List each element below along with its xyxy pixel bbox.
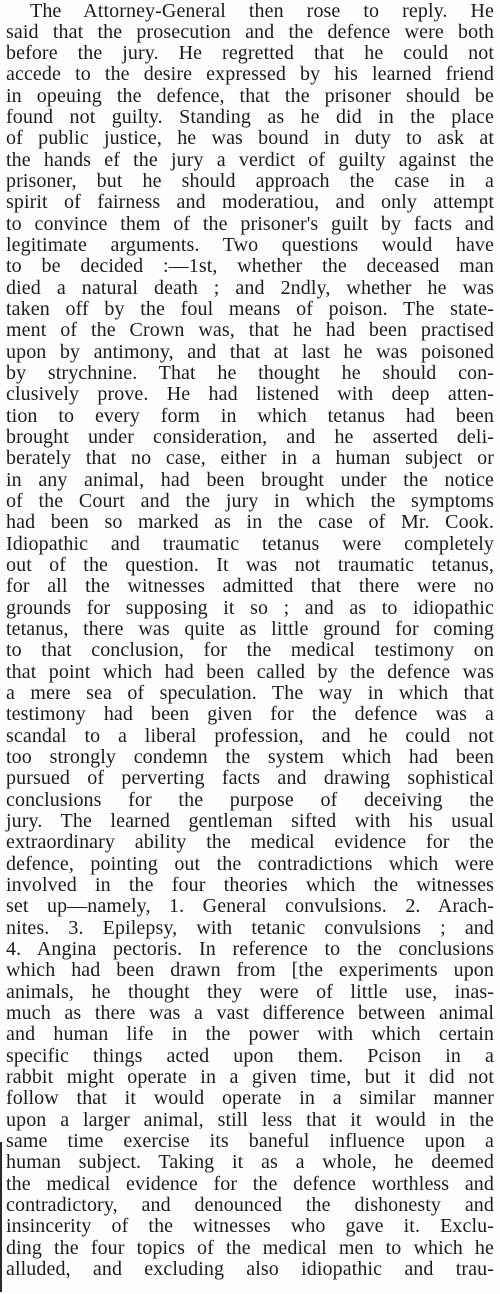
text-line: contradictory, and denounced the dishonesty and [6, 1194, 494, 1216]
text-line: ding the four topics of the medical men to which he [6, 1237, 494, 1259]
text-line: human subject. Taking it as a whole, he deemed [6, 1151, 494, 1173]
text-line: same time exercise its baneful influence upon a [6, 1130, 494, 1152]
text-line: to be decided :—1st, whether the deceased man [6, 255, 494, 277]
text-line: taken off by the foul means of poison. The state- [6, 298, 494, 320]
text-line: for all the witnesses admitted that there were no [6, 575, 494, 597]
text-line: animals, he thought they were of little use, inas- [6, 981, 494, 1003]
text-line: set up—namely, 1. General convulsions. 2. Arach- [6, 895, 494, 917]
text-line: of public justice, he was bound in duty to ask at [6, 127, 494, 149]
text-line: involved in the four theories which the witnesses [6, 874, 494, 896]
text-line: found not guilty. Standing as he did in the place [6, 106, 494, 128]
text-line: in opeuing the defence, that the prisoner should be [6, 85, 494, 107]
text-line: 4. Angina pectoris. In reference to the conclusions [6, 938, 494, 960]
text-line: pursued of perverting facts and drawing sophistical [6, 767, 494, 789]
column-rule [0, 1142, 2, 1292]
text-line: the medical evidence for the defence worthless and [6, 1173, 494, 1195]
text-line: a mere sea of speculation. The way in which that [6, 682, 494, 704]
text-line: by strychnine. That he thought he should con- [6, 362, 494, 384]
text-line: defence, pointing out the contradictions which were [6, 853, 494, 875]
text-line: alluded, and excluding also idiopathic and trau- [6, 1258, 494, 1280]
text-line: clusively prove. He had listened with deep atten- [6, 383, 494, 405]
text-line: before the jury. He regretted that he could not [6, 42, 494, 64]
text-line: much as there was a vast difference between animal [6, 1002, 494, 1024]
text-line: accede to the desire expressed by his learned friend [6, 63, 494, 85]
text-line: Idiopathic and traumatic tetanus were completely [6, 533, 494, 555]
text-line: insincerity of the witnesses who gave it. Exclu- [6, 1215, 494, 1237]
text-line: said that the prosecution and the defence were both [6, 21, 494, 43]
text-line: to convince them of the prisoner's guilt by facts and [6, 213, 494, 235]
text-line: that point which had been called by the defence was [6, 661, 494, 683]
text-line: in any animal, had been brought under the notice [6, 469, 494, 491]
text-line: jury. The learned gentleman sifted with his usual [6, 810, 494, 832]
text-line: spirit of fairness and moderatiou, and only attempt [6, 191, 494, 213]
text-line: testimony had been given for the defence was a [6, 703, 494, 725]
text-line: tetanus, there was quite as little ground for coming [6, 618, 494, 640]
text-line: berately that no case, either in a human subject or [6, 447, 494, 469]
text-line: follow that it would operate in a similar manner [6, 1087, 494, 1109]
text-line: specific things acted upon them. Pcison in a [6, 1045, 494, 1067]
text-line: tion to every form in which tetanus had been [6, 405, 494, 427]
text-line: which had been drawn from [the experiments upon [6, 959, 494, 981]
text-line: conclusions for the purpose of deceiving the [6, 789, 494, 811]
text-line: and human life in the power with which certain [6, 1023, 494, 1045]
text-line: extraordinary ability the medical evidence for the [6, 831, 494, 853]
text-line: to that conclusion, for the medical testimony on [6, 639, 494, 661]
text-line: prisoner, but he should approach the case in a [6, 170, 494, 192]
text-line: upon by antimony, and that at last he was poisoned [6, 341, 494, 363]
text-line: rabbit might operate in a given time, but it did not [6, 1066, 494, 1088]
text-line: too strongly condemn the system which had been [6, 746, 494, 768]
text-line: out of the question. It was not traumatic tetanus, [6, 554, 494, 576]
text-line: of the Court and the jury in which the symptoms [6, 490, 494, 512]
text-line: had been so marked as in the case of Mr. Cook. [6, 511, 494, 533]
text-line: grounds for supposing it so ; and as to idiopathic [6, 597, 494, 619]
text-line: The Attorney-General then rose to reply. He [30, 0, 494, 22]
text-line: nites. 3. Epilepsy, with tetanic convulsions ; and [6, 917, 494, 939]
text-line: scandal to a liberal profession, and he could not [6, 725, 494, 747]
text-line: ment of the Crown was, that he had been practised [6, 319, 494, 341]
text-line: the hands ef the jury a verdict of guilty against the [6, 149, 494, 171]
text-line: legitimate arguments. Two questions would have [6, 234, 494, 256]
text-line: upon a larger animal, still less that it would in the [6, 1109, 494, 1131]
text-line: brought under consideration, and he asserted deli- [6, 426, 494, 448]
text-line: died a natural death ; and 2ndly, whether he was [6, 277, 494, 299]
